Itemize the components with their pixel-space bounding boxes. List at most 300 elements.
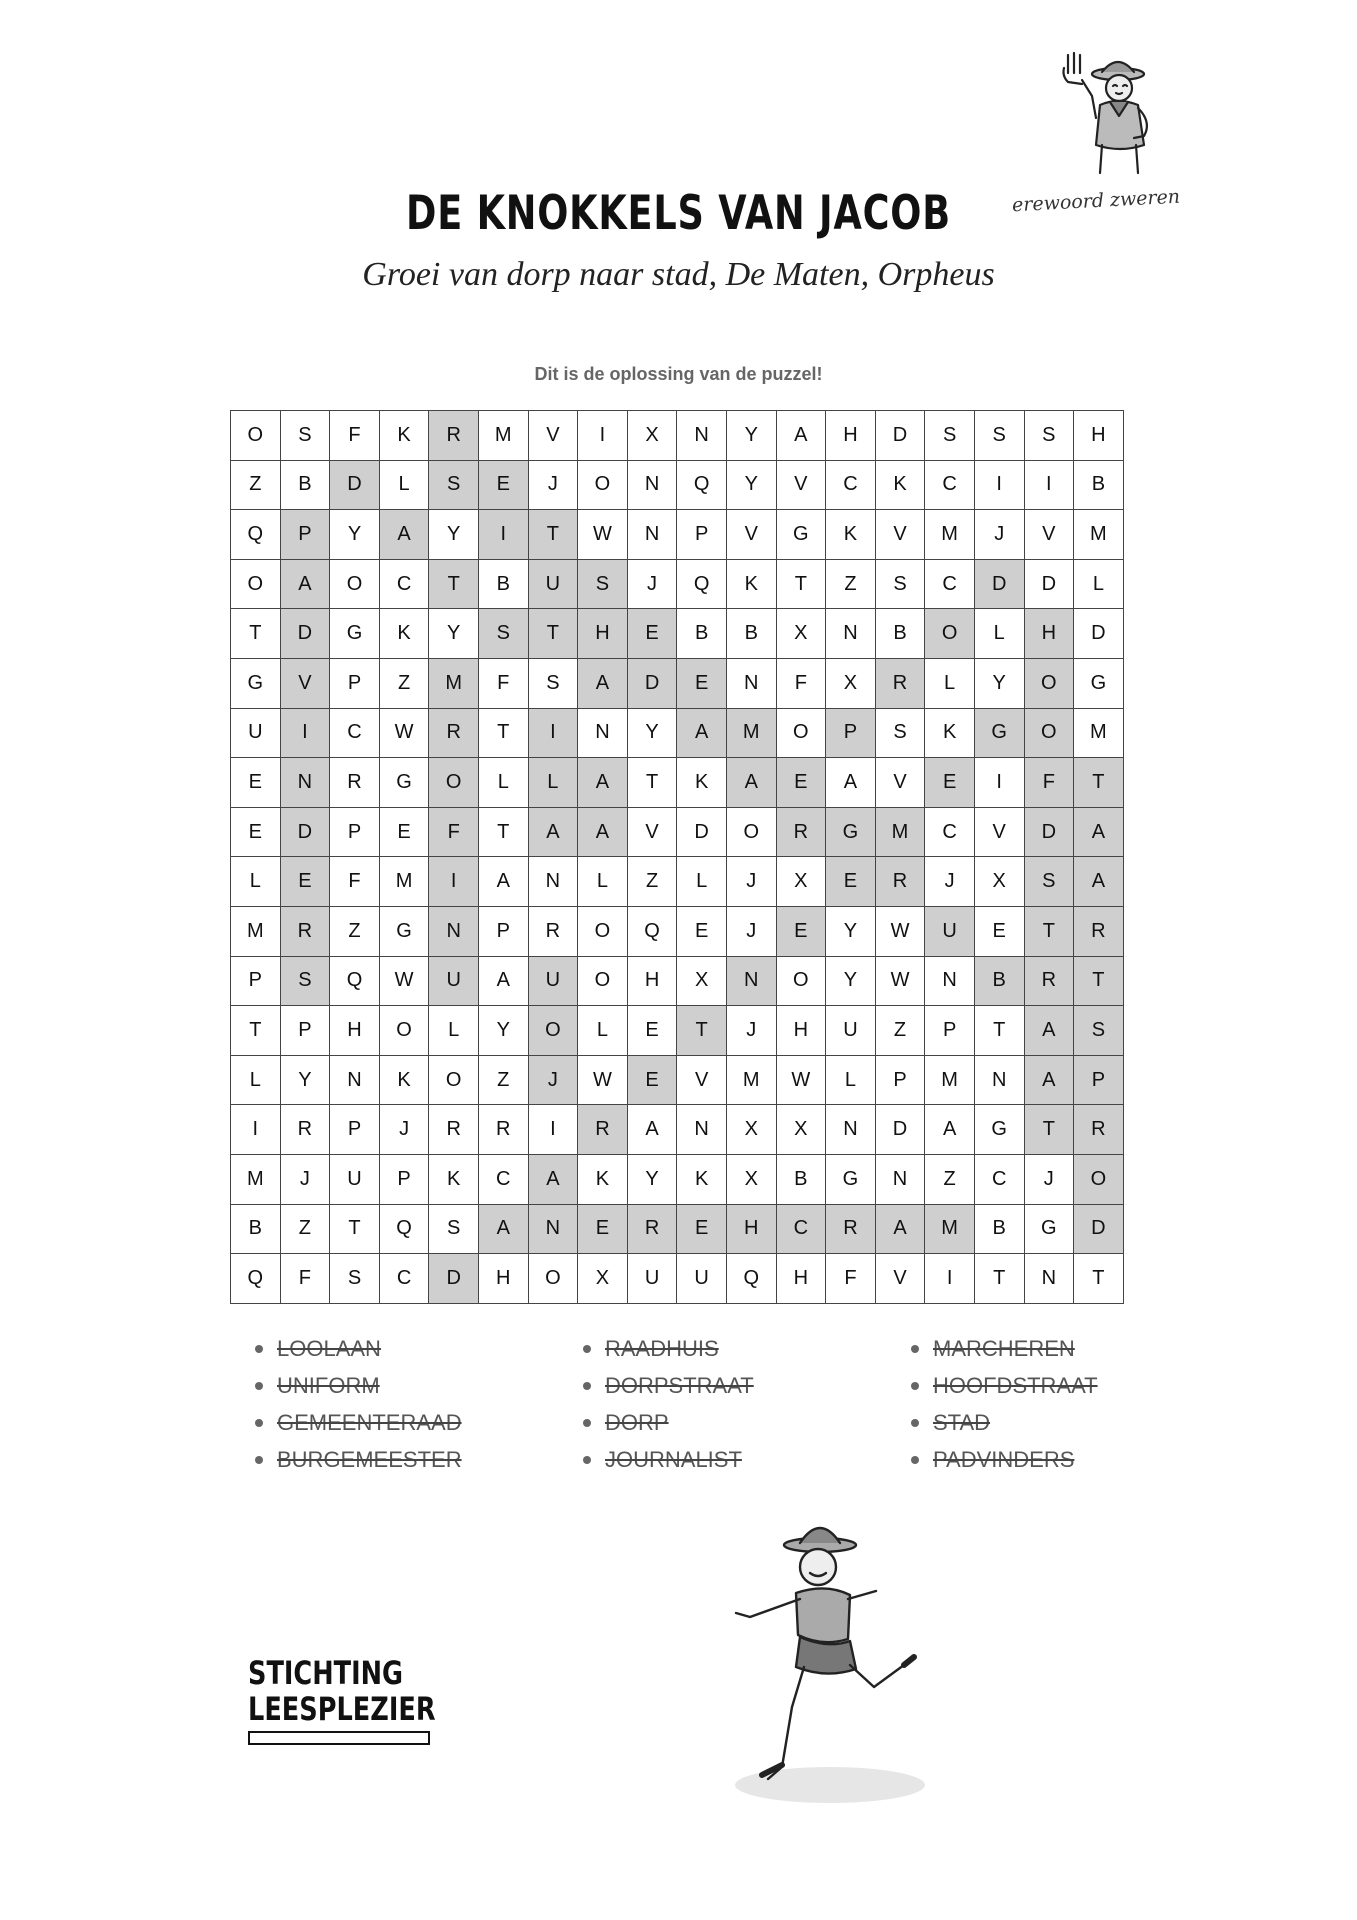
grid-cell[interactable]: R xyxy=(479,1105,529,1155)
grid-cell[interactable]: G xyxy=(975,1105,1025,1155)
grid-cell[interactable]: O xyxy=(1025,709,1075,759)
grid-cell[interactable]: Z xyxy=(330,907,380,957)
grid-cell[interactable]: N xyxy=(529,1205,579,1255)
grid-cell[interactable]: Y xyxy=(826,907,876,957)
grid-cell[interactable]: R xyxy=(330,758,380,808)
grid-cell[interactable]: R xyxy=(281,907,331,957)
grid-cell[interactable]: S xyxy=(479,609,529,659)
grid-cell[interactable]: U xyxy=(529,560,579,610)
grid-cell[interactable]: Z xyxy=(925,1155,975,1205)
grid-cell[interactable]: B xyxy=(727,609,777,659)
grid-cell[interactable]: X xyxy=(727,1105,777,1155)
grid-cell[interactable]: W xyxy=(380,957,430,1007)
grid-cell[interactable]: R xyxy=(578,1105,628,1155)
grid-cell[interactable]: X xyxy=(777,857,827,907)
grid-cell[interactable]: D xyxy=(876,411,926,461)
grid-cell[interactable]: B xyxy=(479,560,529,610)
grid-cell[interactable]: R xyxy=(628,1205,678,1255)
grid-cell[interactable]: S xyxy=(876,709,926,759)
grid-cell[interactable]: T xyxy=(330,1205,380,1255)
grid-cell[interactable]: N xyxy=(628,510,678,560)
grid-cell[interactable]: S xyxy=(529,659,579,709)
grid-cell[interactable]: D xyxy=(1074,609,1124,659)
grid-cell[interactable]: O xyxy=(777,957,827,1007)
grid-cell[interactable]: O xyxy=(330,560,380,610)
grid-cell[interactable]: J xyxy=(727,907,777,957)
grid-cell[interactable]: E xyxy=(677,659,727,709)
grid-cell[interactable]: I xyxy=(529,709,579,759)
grid-cell[interactable]: I xyxy=(529,1105,579,1155)
grid-cell[interactable]: R xyxy=(876,857,926,907)
grid-cell[interactable]: F xyxy=(281,1254,331,1304)
grid-cell[interactable]: X xyxy=(677,957,727,1007)
grid-cell[interactable]: S xyxy=(429,461,479,511)
grid-cell[interactable]: K xyxy=(876,461,926,511)
grid-cell[interactable]: A xyxy=(1074,857,1124,907)
grid-cell[interactable]: E xyxy=(925,758,975,808)
grid-cell[interactable]: H xyxy=(1074,411,1124,461)
grid-cell[interactable]: U xyxy=(429,957,479,1007)
grid-cell[interactable]: V xyxy=(975,808,1025,858)
grid-cell[interactable]: O xyxy=(429,758,479,808)
grid-cell[interactable]: E xyxy=(628,1056,678,1106)
grid-cell[interactable]: P xyxy=(231,957,281,1007)
grid-cell[interactable]: C xyxy=(479,1155,529,1205)
grid-cell[interactable]: C xyxy=(925,560,975,610)
grid-cell[interactable]: E xyxy=(231,808,281,858)
grid-cell[interactable]: R xyxy=(281,1105,331,1155)
grid-cell[interactable]: D xyxy=(429,1254,479,1304)
grid-cell[interactable]: P xyxy=(826,709,876,759)
grid-cell[interactable]: N xyxy=(578,709,628,759)
grid-cell[interactable]: H xyxy=(578,609,628,659)
grid-cell[interactable]: E xyxy=(677,907,727,957)
grid-cell[interactable]: Q xyxy=(330,957,380,1007)
grid-cell[interactable]: T xyxy=(479,808,529,858)
grid-cell[interactable]: K xyxy=(380,411,430,461)
grid-cell[interactable]: U xyxy=(330,1155,380,1205)
grid-cell[interactable]: Z xyxy=(479,1056,529,1106)
grid-cell[interactable]: A xyxy=(529,1155,579,1205)
grid-cell[interactable]: K xyxy=(826,510,876,560)
grid-cell[interactable]: N xyxy=(529,857,579,907)
grid-cell[interactable]: C xyxy=(826,461,876,511)
grid-cell[interactable]: Q xyxy=(727,1254,777,1304)
grid-cell[interactable]: W xyxy=(777,1056,827,1106)
grid-cell[interactable]: I xyxy=(281,709,331,759)
grid-cell[interactable]: E xyxy=(777,758,827,808)
grid-cell[interactable]: R xyxy=(429,411,479,461)
grid-cell[interactable]: A xyxy=(628,1105,678,1155)
grid-cell[interactable]: O xyxy=(529,1006,579,1056)
grid-cell[interactable]: A xyxy=(479,957,529,1007)
grid-cell[interactable]: T xyxy=(231,1006,281,1056)
grid-cell[interactable]: O xyxy=(578,461,628,511)
grid-cell[interactable]: B xyxy=(1074,461,1124,511)
grid-cell[interactable]: T xyxy=(975,1254,1025,1304)
grid-cell[interactable]: N xyxy=(677,1105,727,1155)
grid-cell[interactable]: E xyxy=(677,1205,727,1255)
grid-cell[interactable]: J xyxy=(529,1056,579,1106)
grid-cell[interactable]: C xyxy=(925,808,975,858)
grid-cell[interactable]: X xyxy=(975,857,1025,907)
grid-cell[interactable]: M xyxy=(727,1056,777,1106)
grid-cell[interactable]: S xyxy=(925,411,975,461)
grid-cell[interactable]: K xyxy=(380,609,430,659)
grid-cell[interactable]: H xyxy=(777,1006,827,1056)
grid-cell[interactable]: X xyxy=(826,659,876,709)
grid-cell[interactable]: H xyxy=(1025,609,1075,659)
grid-cell[interactable]: R xyxy=(777,808,827,858)
grid-cell[interactable]: V xyxy=(1025,510,1075,560)
grid-cell[interactable]: L xyxy=(231,857,281,907)
grid-cell[interactable]: D xyxy=(677,808,727,858)
grid-cell[interactable]: E xyxy=(826,857,876,907)
grid-cell[interactable]: C xyxy=(330,709,380,759)
grid-cell[interactable]: W xyxy=(876,907,926,957)
grid-cell[interactable]: U xyxy=(231,709,281,759)
grid-cell[interactable]: L xyxy=(975,609,1025,659)
grid-cell[interactable]: Z xyxy=(380,659,430,709)
grid-cell[interactable]: U xyxy=(826,1006,876,1056)
grid-cell[interactable]: T xyxy=(479,709,529,759)
grid-cell[interactable]: L xyxy=(529,758,579,808)
grid-cell[interactable]: Y xyxy=(727,411,777,461)
grid-cell[interactable]: E xyxy=(231,758,281,808)
grid-cell[interactable]: U xyxy=(677,1254,727,1304)
grid-cell[interactable]: I xyxy=(479,510,529,560)
grid-cell[interactable]: P xyxy=(281,510,331,560)
grid-cell[interactable]: I xyxy=(578,411,628,461)
grid-cell[interactable]: D xyxy=(1025,808,1075,858)
grid-cell[interactable]: P xyxy=(677,510,727,560)
grid-cell[interactable]: Z xyxy=(231,461,281,511)
grid-cell[interactable]: K xyxy=(578,1155,628,1205)
grid-cell[interactable]: O xyxy=(231,560,281,610)
grid-cell[interactable]: Y xyxy=(826,957,876,1007)
grid-cell[interactable]: C xyxy=(975,1155,1025,1205)
grid-cell[interactable]: Y xyxy=(281,1056,331,1106)
grid-cell[interactable]: Y xyxy=(330,510,380,560)
grid-cell[interactable]: H xyxy=(777,1254,827,1304)
grid-cell[interactable]: S xyxy=(281,411,331,461)
grid-cell[interactable]: O xyxy=(231,411,281,461)
grid-cell[interactable]: A xyxy=(281,560,331,610)
grid-cell[interactable]: V xyxy=(777,461,827,511)
grid-cell[interactable]: I xyxy=(1025,461,1075,511)
grid-cell[interactable]: L xyxy=(429,1006,479,1056)
grid-cell[interactable]: A xyxy=(578,758,628,808)
grid-cell[interactable]: W xyxy=(578,510,628,560)
grid-cell[interactable]: U xyxy=(925,907,975,957)
grid-cell[interactable]: B xyxy=(281,461,331,511)
grid-cell[interactable]: Y xyxy=(628,709,678,759)
grid-cell[interactable]: X xyxy=(628,411,678,461)
grid-cell[interactable]: R xyxy=(826,1205,876,1255)
grid-cell[interactable]: T xyxy=(1074,1254,1124,1304)
grid-cell[interactable]: E xyxy=(777,907,827,957)
grid-cell[interactable]: W xyxy=(578,1056,628,1106)
grid-cell[interactable]: A xyxy=(727,758,777,808)
grid-cell[interactable]: T xyxy=(975,1006,1025,1056)
grid-cell[interactable]: Q xyxy=(231,1254,281,1304)
grid-cell[interactable]: N xyxy=(876,1155,926,1205)
grid-cell[interactable]: S xyxy=(975,411,1025,461)
grid-cell[interactable]: S xyxy=(429,1205,479,1255)
grid-cell[interactable]: A xyxy=(479,1205,529,1255)
grid-cell[interactable]: D xyxy=(1074,1205,1124,1255)
grid-cell[interactable]: Z xyxy=(281,1205,331,1255)
grid-cell[interactable]: N xyxy=(727,957,777,1007)
grid-cell[interactable]: R xyxy=(429,1105,479,1155)
grid-cell[interactable]: O xyxy=(380,1006,430,1056)
grid-cell[interactable]: P xyxy=(1074,1056,1124,1106)
grid-cell[interactable]: E xyxy=(380,808,430,858)
grid-cell[interactable]: Y xyxy=(727,461,777,511)
grid-cell[interactable]: Q xyxy=(231,510,281,560)
grid-cell[interactable]: X xyxy=(727,1155,777,1205)
grid-cell[interactable]: Z xyxy=(876,1006,926,1056)
grid-cell[interactable]: N xyxy=(628,461,678,511)
grid-cell[interactable]: V xyxy=(876,1254,926,1304)
grid-cell[interactable]: L xyxy=(578,1006,628,1056)
grid-cell[interactable]: K xyxy=(677,1155,727,1205)
grid-cell[interactable]: M xyxy=(231,907,281,957)
grid-cell[interactable]: N xyxy=(826,1105,876,1155)
grid-cell[interactable]: N xyxy=(826,609,876,659)
grid-cell[interactable]: R xyxy=(1025,957,1075,1007)
grid-cell[interactable]: A xyxy=(380,510,430,560)
grid-cell[interactable]: B xyxy=(777,1155,827,1205)
grid-cell[interactable]: U xyxy=(529,957,579,1007)
grid-cell[interactable]: S xyxy=(578,560,628,610)
grid-cell[interactable]: H xyxy=(628,957,678,1007)
grid-cell[interactable]: N xyxy=(281,758,331,808)
grid-cell[interactable]: J xyxy=(925,857,975,907)
grid-cell[interactable]: V xyxy=(281,659,331,709)
grid-cell[interactable]: T xyxy=(529,510,579,560)
grid-cell[interactable]: H xyxy=(826,411,876,461)
grid-cell[interactable]: O xyxy=(578,907,628,957)
grid-cell[interactable]: G xyxy=(1074,659,1124,709)
grid-cell[interactable]: I xyxy=(925,1254,975,1304)
grid-cell[interactable]: P xyxy=(380,1155,430,1205)
grid-cell[interactable]: C xyxy=(380,560,430,610)
grid-cell[interactable]: E xyxy=(479,461,529,511)
grid-cell[interactable]: J xyxy=(975,510,1025,560)
grid-cell[interactable]: Y xyxy=(429,609,479,659)
grid-cell[interactable]: J xyxy=(529,461,579,511)
grid-cell[interactable]: C xyxy=(777,1205,827,1255)
grid-cell[interactable]: D xyxy=(281,609,331,659)
grid-cell[interactable]: O xyxy=(727,808,777,858)
grid-cell[interactable]: B xyxy=(876,609,926,659)
grid-cell[interactable]: M xyxy=(1074,709,1124,759)
grid-cell[interactable]: P xyxy=(330,1105,380,1155)
grid-cell[interactable]: X xyxy=(578,1254,628,1304)
grid-cell[interactable]: J xyxy=(380,1105,430,1155)
grid-cell[interactable]: N xyxy=(925,957,975,1007)
grid-cell[interactable]: S xyxy=(1025,411,1075,461)
grid-cell[interactable]: A xyxy=(925,1105,975,1155)
grid-cell[interactable]: E xyxy=(578,1205,628,1255)
grid-cell[interactable]: W xyxy=(380,709,430,759)
grid-cell[interactable]: D xyxy=(330,461,380,511)
grid-cell[interactable]: J xyxy=(1025,1155,1075,1205)
grid-cell[interactable]: V xyxy=(876,758,926,808)
grid-cell[interactable]: O xyxy=(1074,1155,1124,1205)
grid-cell[interactable]: T xyxy=(1025,1105,1075,1155)
grid-cell[interactable]: S xyxy=(876,560,926,610)
grid-cell[interactable]: E xyxy=(975,907,1025,957)
grid-cell[interactable]: M xyxy=(1074,510,1124,560)
grid-cell[interactable]: L xyxy=(826,1056,876,1106)
grid-cell[interactable]: Y xyxy=(429,510,479,560)
grid-cell[interactable]: W xyxy=(876,957,926,1007)
grid-cell[interactable]: M xyxy=(479,411,529,461)
grid-cell[interactable]: G xyxy=(826,1155,876,1205)
grid-cell[interactable]: V xyxy=(677,1056,727,1106)
grid-cell[interactable]: L xyxy=(1074,560,1124,610)
grid-cell[interactable]: G xyxy=(380,907,430,957)
grid-cell[interactable]: V xyxy=(529,411,579,461)
grid-cell[interactable]: G xyxy=(826,808,876,858)
grid-cell[interactable]: C xyxy=(925,461,975,511)
grid-cell[interactable]: A xyxy=(876,1205,926,1255)
grid-cell[interactable]: L xyxy=(231,1056,281,1106)
grid-cell[interactable]: E xyxy=(628,609,678,659)
grid-cell[interactable]: Z xyxy=(628,857,678,907)
grid-cell[interactable]: L xyxy=(479,758,529,808)
grid-cell[interactable]: R xyxy=(1074,907,1124,957)
grid-cell[interactable]: N xyxy=(975,1056,1025,1106)
grid-cell[interactable]: A xyxy=(1074,808,1124,858)
grid-cell[interactable]: Y xyxy=(479,1006,529,1056)
grid-cell[interactable]: D xyxy=(975,560,1025,610)
grid-cell[interactable]: V xyxy=(876,510,926,560)
grid-cell[interactable]: X xyxy=(777,1105,827,1155)
grid-cell[interactable]: P xyxy=(925,1006,975,1056)
grid-cell[interactable]: P xyxy=(281,1006,331,1056)
grid-cell[interactable]: J xyxy=(281,1155,331,1205)
grid-cell[interactable]: O xyxy=(925,609,975,659)
grid-cell[interactable]: M xyxy=(429,659,479,709)
grid-cell[interactable]: F xyxy=(1025,758,1075,808)
grid-cell[interactable]: R xyxy=(429,709,479,759)
grid-cell[interactable]: K xyxy=(429,1155,479,1205)
grid-cell[interactable]: H xyxy=(727,1205,777,1255)
grid-cell[interactable]: V xyxy=(628,808,678,858)
grid-cell[interactable]: M xyxy=(727,709,777,759)
grid-cell[interactable]: I xyxy=(975,461,1025,511)
grid-cell[interactable]: S xyxy=(281,957,331,1007)
grid-cell[interactable]: H xyxy=(330,1006,380,1056)
grid-cell[interactable]: O xyxy=(777,709,827,759)
grid-cell[interactable]: T xyxy=(1025,907,1075,957)
grid-cell[interactable]: F xyxy=(429,808,479,858)
grid-cell[interactable]: L xyxy=(380,461,430,511)
grid-cell[interactable]: E xyxy=(628,1006,678,1056)
grid-cell[interactable]: P xyxy=(479,907,529,957)
grid-cell[interactable]: G xyxy=(380,758,430,808)
grid-cell[interactable]: F xyxy=(826,1254,876,1304)
grid-cell[interactable]: G xyxy=(231,659,281,709)
grid-cell[interactable]: S xyxy=(330,1254,380,1304)
grid-cell[interactable]: L xyxy=(677,857,727,907)
grid-cell[interactable]: R xyxy=(1074,1105,1124,1155)
grid-cell[interactable]: A xyxy=(578,808,628,858)
grid-cell[interactable]: P xyxy=(330,659,380,709)
grid-cell[interactable]: A xyxy=(578,659,628,709)
grid-cell[interactable]: A xyxy=(1025,1006,1075,1056)
grid-cell[interactable]: P xyxy=(876,1056,926,1106)
grid-cell[interactable]: S xyxy=(1074,1006,1124,1056)
grid-cell[interactable]: Q xyxy=(380,1205,430,1255)
grid-cell[interactable]: N xyxy=(727,659,777,709)
grid-cell[interactable]: M xyxy=(231,1155,281,1205)
grid-cell[interactable]: M xyxy=(925,1205,975,1255)
grid-cell[interactable]: K xyxy=(677,758,727,808)
grid-cell[interactable]: X xyxy=(777,609,827,659)
grid-cell[interactable]: D xyxy=(281,808,331,858)
grid-cell[interactable]: M xyxy=(876,808,926,858)
grid-cell[interactable]: A xyxy=(529,808,579,858)
grid-cell[interactable]: R xyxy=(529,907,579,957)
grid-cell[interactable]: D xyxy=(628,659,678,709)
grid-cell[interactable]: Q xyxy=(677,461,727,511)
grid-cell[interactable]: A xyxy=(1025,1056,1075,1106)
grid-cell[interactable]: K xyxy=(380,1056,430,1106)
grid-cell[interactable]: Y xyxy=(628,1155,678,1205)
grid-cell[interactable]: T xyxy=(777,560,827,610)
grid-cell[interactable]: B xyxy=(975,1205,1025,1255)
grid-cell[interactable]: N xyxy=(1025,1254,1075,1304)
grid-cell[interactable]: I xyxy=(975,758,1025,808)
grid-cell[interactable]: O xyxy=(429,1056,479,1106)
grid-cell[interactable]: I xyxy=(231,1105,281,1155)
grid-cell[interactable]: F xyxy=(330,411,380,461)
grid-cell[interactable]: F xyxy=(777,659,827,709)
grid-cell[interactable]: T xyxy=(231,609,281,659)
grid-cell[interactable]: T xyxy=(429,560,479,610)
grid-cell[interactable]: Y xyxy=(975,659,1025,709)
grid-cell[interactable]: M xyxy=(380,857,430,907)
grid-cell[interactable]: O xyxy=(529,1254,579,1304)
grid-cell[interactable]: S xyxy=(1025,857,1075,907)
grid-cell[interactable]: J xyxy=(727,1006,777,1056)
grid-cell[interactable]: H xyxy=(479,1254,529,1304)
grid-cell[interactable]: K xyxy=(925,709,975,759)
grid-cell[interactable]: J xyxy=(628,560,678,610)
grid-cell[interactable]: D xyxy=(1025,560,1075,610)
grid-cell[interactable]: A xyxy=(677,709,727,759)
grid-cell[interactable]: G xyxy=(777,510,827,560)
grid-cell[interactable]: E xyxy=(281,857,331,907)
grid-cell[interactable]: V xyxy=(727,510,777,560)
grid-cell[interactable]: T xyxy=(628,758,678,808)
grid-cell[interactable]: L xyxy=(578,857,628,907)
grid-cell[interactable]: G xyxy=(975,709,1025,759)
grid-cell[interactable]: F xyxy=(479,659,529,709)
grid-cell[interactable]: B xyxy=(975,957,1025,1007)
grid-cell[interactable]: A xyxy=(479,857,529,907)
grid-cell[interactable]: C xyxy=(380,1254,430,1304)
grid-cell[interactable]: A xyxy=(826,758,876,808)
grid-cell[interactable]: M xyxy=(925,510,975,560)
grid-cell[interactable]: D xyxy=(876,1105,926,1155)
grid-cell[interactable]: J xyxy=(727,857,777,907)
grid-cell[interactable]: B xyxy=(677,609,727,659)
